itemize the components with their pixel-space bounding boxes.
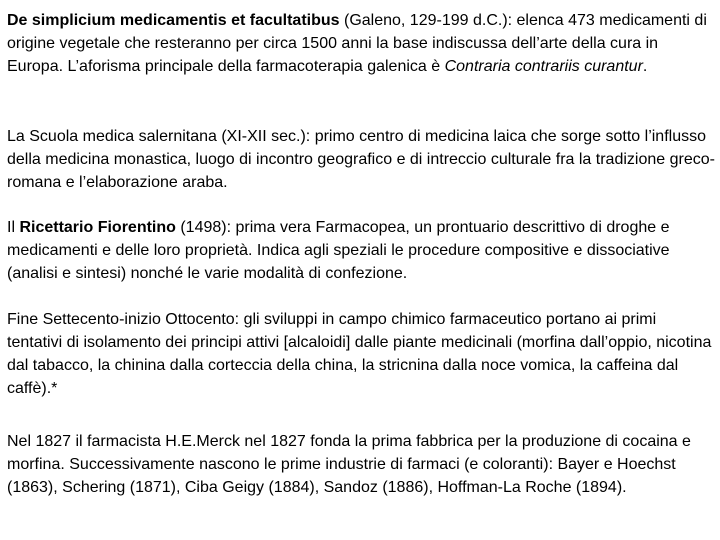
paragraph-salerno [7,125,715,194]
paragraph-salerno-text: La Scuola medica salernitana (XI-XII sec.): primo centro di medicina laica che sorge sotto l’influsso della medicina monastica, luogo di incontro geografico e di intreccio culturale fra la tradizione greco-romana e l’elaborazione araba. [7,128,715,191]
paragraph-galeno [7,9,715,78]
paragraph-ricettario [7,216,715,285]
paragraph-ricettario-pre: Il [7,219,20,236]
paragraph-ricettario-text: (1498): prima vera Farmacopea, un prontuario descrittivo di droghe e medicamenti e delle loro proprietà. Indica agli speziali le procedure compositive e dissociative (analisi e sintesi) nonché le varie modalità di confezione. [7,219,670,282]
paragraph-industrie-text: Nel 1827 il farmacista H.E.Merck nel 1827 fonda la prima fabbrica per la produzione di cocaina e morfina. Successivamente nascono le prime industrie di farmaci (e coloranti): Bayer e Hoechst (1863), Schering (1871), Ciba Geigy (1884), Sandoz (1886), Hoffman-La Roche (1894). [7,433,691,496]
paragraph-galeno-end: . [642,58,648,75]
ricettario-title: Ricettario Fiorentino [19,219,176,236]
aphorism: Contraria contrariis curantur [444,58,643,75]
paragraph-alcaloidi [7,308,715,400]
book-title: De simplicium medicamentis et facultatibus [7,12,340,29]
paragraph-galeno-text: (Galeno, 129-199 d.C.): elenca 473 medicamenti di origine vegetale che resteranno per circa 1500 anni la base indiscussa dell’arte della cura in Europa. L’aforisma principale della farmacoterapia galenica è [7,12,707,75]
paragraph-alcaloidi-text: Fine Settecento-inizio Ottocento: gli sviluppi in campo chimico farmaceutico portano ai primi tentativi di isolamento dei principi attivi [alcaloidi] dalle piante medicinali (morfina dall’oppio, nicotina dal tabacco, la chinina dalla corteccia della china, la stricnina dalla noce vomica, la caffeina dal caffè).* [7,311,712,397]
paragraph-industrie [7,430,715,499]
